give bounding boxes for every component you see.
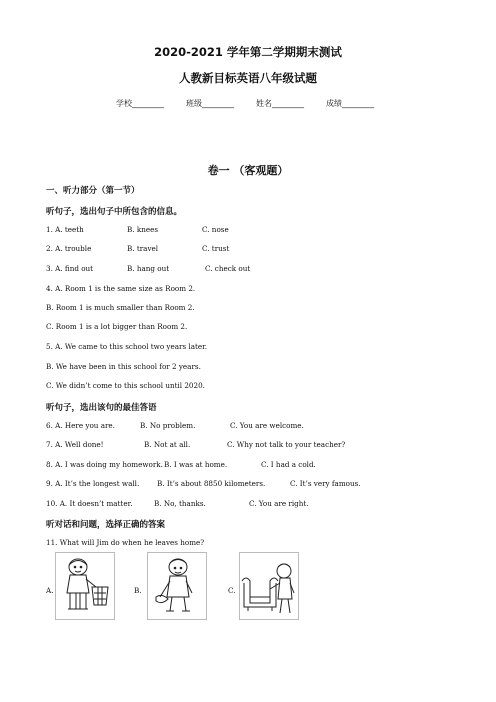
question-11-option-a-label: A. [46, 586, 54, 595]
boy-cleaning-sofa-picture [239, 552, 299, 620]
boy-carrying-basket-picture [55, 552, 115, 620]
option-a: 6. A. Here you are. [46, 421, 115, 430]
question-4-option-b: B. Room 1 is much smaller than Room 2. [46, 303, 195, 312]
score-field: 成绩________ [326, 99, 374, 108]
option-c: C. You are welcome. [230, 421, 304, 430]
option-b: B. Not at all. [144, 440, 191, 449]
question-5-option-c: C. We didn’t come to this school until 2020. [46, 381, 205, 390]
option-a: 10. A. It doesn’t matter. [46, 499, 133, 508]
school-field: 学校________ [116, 99, 164, 108]
instruction-1: 听句子，选出句子中所包含的信息。 [46, 207, 183, 217]
question-11: 11. What will Jim do when he leaves home? [46, 538, 205, 547]
option-b: B. I was at home. [164, 460, 228, 469]
option-c: C. Why not talk to your teacher? [227, 440, 346, 449]
option-a: 9. A. It’s the longest wall. [46, 479, 140, 488]
option-b: B. It’s about 8850 kilometers. [157, 479, 266, 488]
question-4-option-c: C. Room 1 is a lot bigger than Room 2. [46, 322, 188, 331]
option-b: B. travel [127, 244, 159, 253]
boy-sweeping-floor-picture [147, 552, 207, 620]
question-4-option-a: 4. A. Room 1 is the same size as Room 2. [46, 284, 196, 293]
option-a: 7. A. Well done! [46, 440, 104, 449]
name-field: 姓名________ [256, 99, 304, 108]
option-a: 3. A. find out [46, 264, 94, 273]
option-b: B. No, thanks. [154, 499, 206, 508]
option-b: B. No problem. [140, 421, 196, 430]
option-c: C. I had a cold. [261, 460, 316, 469]
option-a: 8. A. I was doing my homework. [46, 460, 163, 469]
class-field: 班级________ [186, 99, 234, 108]
option-c: C. It’s very famous. [290, 479, 361, 488]
option-b: B. knees [127, 225, 159, 234]
exam-subtitle: 人教新目标英语八年级试题 [179, 71, 317, 85]
option-c: C. nose [202, 225, 229, 234]
question-11-option-b-label: B. [134, 586, 142, 595]
section-heading-listening: 一、听力部分（第一节） [46, 186, 140, 196]
question-5-option-a: 5. A. We came to this school two years later. [46, 342, 208, 351]
option-c: C. check out [205, 264, 251, 273]
option-b: B. hang out [127, 264, 170, 273]
instruction-3: 听对话和问题，选择正确的答案 [46, 520, 166, 530]
student-info-row [116, 98, 374, 109]
volume-title: 卷一 （客观题） [207, 164, 289, 177]
option-a: 2. A. trouble [46, 244, 92, 253]
question-5-option-b: B. We have been in this school for 2 years. [46, 362, 201, 371]
option-c: C. trust [202, 244, 230, 253]
option-c: C. You are right. [249, 499, 309, 508]
option-a: 1. A. teeth [46, 225, 84, 234]
instruction-2: 听句子，选出该句的最佳答语 [46, 403, 157, 413]
question-11-option-c-label: C. [228, 586, 236, 595]
exam-title: 2020-2021 学年第二学期期末测试 [154, 45, 342, 59]
